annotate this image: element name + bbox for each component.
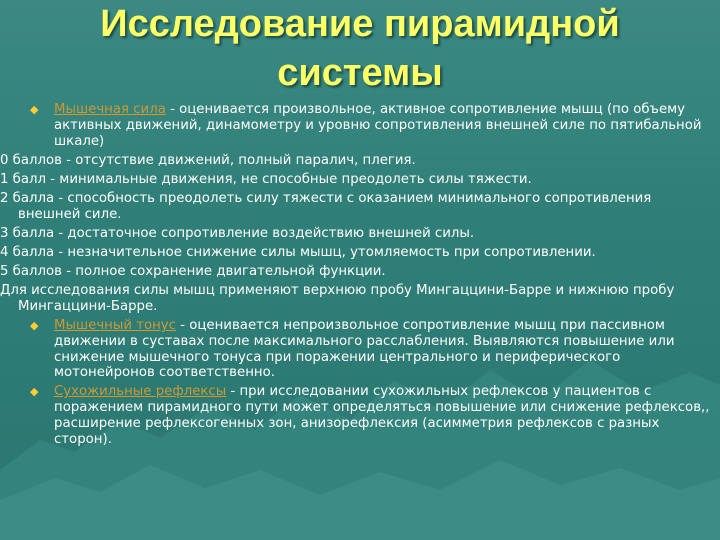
- bullet-muscle-tone: [0, 318, 712, 381]
- scale-item-5: 5 баллов - полное сохранение двигательной функции.: [0, 263, 386, 279]
- scale-item-3: 3 балла - достаточное сопротивление воздействию внешней силы.: [0, 225, 475, 241]
- term-link-muscle-strength[interactable]: Мышечная сила: [54, 102, 166, 117]
- bullet-text: - оценивается произвольное, активное сопротивление мышц (по объему активных движений, динамометру и уровню сопротивления внешней силе по пятибальной шкале): [54, 102, 702, 149]
- scale-item-2: 2 балла - способность преодолеть силу тяжести с оказанием минимального сопротивления внешней силе.: [0, 190, 652, 222]
- diamond-bullet-icon: ◆: [30, 318, 39, 332]
- slide-body: [0, 102, 712, 451]
- bullet-tendon-reflexes: [0, 384, 712, 447]
- bullet-text: - оценивается непроизвольное сопротивление мышц при пассивном движении в суставах после максимального расслабления. Выявляются повышение или снижение мышечного тонуса при поражении центрального и периферического мотонейронов соответственно.: [54, 317, 675, 381]
- diamond-bullet-icon: ◆: [30, 103, 39, 116]
- scale-item-0: 0 баллов - отсутствие движений, полный паралич, плегия.: [0, 152, 416, 168]
- term-link-tendon-reflexes[interactable]: Сухожильные рефлексы: [54, 384, 227, 400]
- scale-item-1: 1 балл - минимальные движения, не способные преодолеть силы тяжести.: [0, 171, 532, 187]
- bullet-text: - при исследовании сухожильных рефлексов у пациентов с поражением пирамидного пути может определяться повышение или снижение рефлексов,, расширение рефлексогенных зон, анизорефлексия (асимметрия рефлексов с разных сторон).: [54, 384, 710, 447]
- term-link-muscle-tone[interactable]: Мышечный тонус: [54, 317, 176, 333]
- scale-item-4: 4 балла - незначительное снижение силы мышц, утомляемость при сопротивлении.: [0, 244, 596, 260]
- bullet-muscle-strength: [0, 102, 712, 149]
- slide-title: Исследование пирамидной системы: [100, 3, 620, 94]
- diamond-bullet-icon: ◆: [30, 385, 39, 399]
- test-note: Для исследования силы мышц применяют верхнюю пробу Мингаццини-Барре и нижнюю пробу Мингаццини-Барре.: [0, 283, 675, 314]
